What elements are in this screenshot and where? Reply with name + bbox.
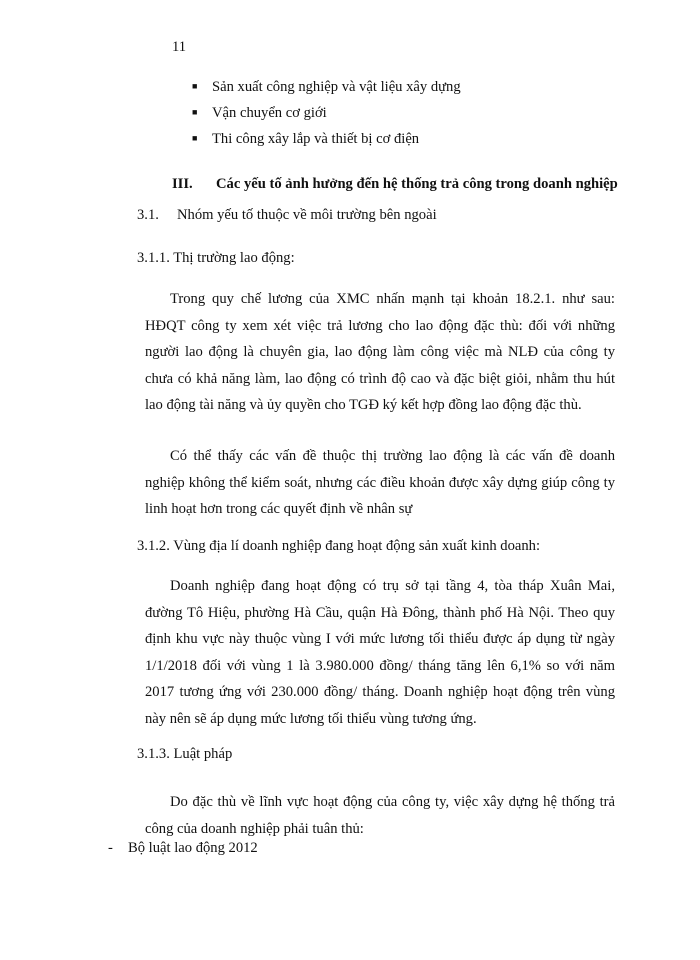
list-item: Bộ luật lao động 2012 bbox=[128, 840, 258, 856]
section-number: III. bbox=[172, 176, 193, 192]
bullet-item: Thi công xây lắp và thiết bị cơ điện bbox=[212, 131, 420, 147]
paragraph: Có thể thấy các vấn đề thuộc thị trường lao động là các vấn đề doanh nghiệp không thể kiểm soát, nhưng các điều khoản được xây dựng giúp công ty linh hoạt hơn trong các quyết định về nhân sự bbox=[145, 448, 615, 517]
dash-bullet: - bbox=[108, 840, 113, 856]
paragraph: Do đặc thù về lĩnh vực hoạt động của công ty, việc xây dựng hệ thống trả công của doanh nghiệp phải tuân thủ: bbox=[145, 794, 615, 837]
subsection-heading: 3.1.1. Thị trường lao động: bbox=[137, 250, 295, 266]
bullet-icon: ■ bbox=[192, 107, 198, 117]
paragraph: Doanh nghiệp đang hoạt động có trụ sở tại tầng 4, tòa tháp Xuân Mai, đường Tô Hiệu, phường Hà Cầu, quận Hà Đông, thành phố Hà Nội. Theo quy định khu vực này thuộc vùng I với mức lương tối thiểu được áp dụng từ ngày 1/1/2018 đối với vùng 1 là 3.980.000 đồng/ tháng tăng lên 6,1% so với năm 2017 tương ứng với 230.000 đồng/ tháng. Doanh nghiệp hoạt động trên vùng này nên sẽ áp dụng mức lương tối thiểu vùng tương ứng. bbox=[145, 578, 615, 727]
subsection-number: 3.1. bbox=[137, 207, 159, 223]
subsection-title: Nhóm yếu tố thuộc về môi trường bên ngoài bbox=[177, 207, 437, 223]
bullet-item: Vận chuyển cơ giới bbox=[212, 105, 327, 121]
paragraph: Trong quy chế lương của XMC nhấn mạnh tại khoản 18.2.1. như sau: HĐQT công ty xem xét việc trả lương cho lao động đặc thù: đối với những người lao động là chuyên gia, lao động làm công việc mà NLĐ của công ty chưa có khả năng làm, lao động có trình độ cao và đặc biệt giỏi, nhằm thu hút lao động tài năng và ủy quyền cho TGĐ ký kết hợp đồng lao động đặc thù. bbox=[145, 291, 615, 413]
subsection-heading: 3.1.3. Luật pháp bbox=[137, 746, 233, 762]
bullet-icon: ■ bbox=[192, 81, 198, 91]
bullet-item: Sản xuất công nghiệp và vật liệu xây dựng bbox=[212, 79, 461, 95]
subsection-heading: 3.1.2. Vùng địa lí doanh nghiệp đang hoạt động sản xuất kinh doanh: bbox=[137, 538, 541, 554]
bullet-icon: ■ bbox=[192, 133, 198, 143]
page-number: 11 bbox=[172, 39, 187, 55]
section-title: Các yếu tố ảnh hưởng đến hệ thống trả công trong doanh nghiệp bbox=[216, 176, 618, 192]
